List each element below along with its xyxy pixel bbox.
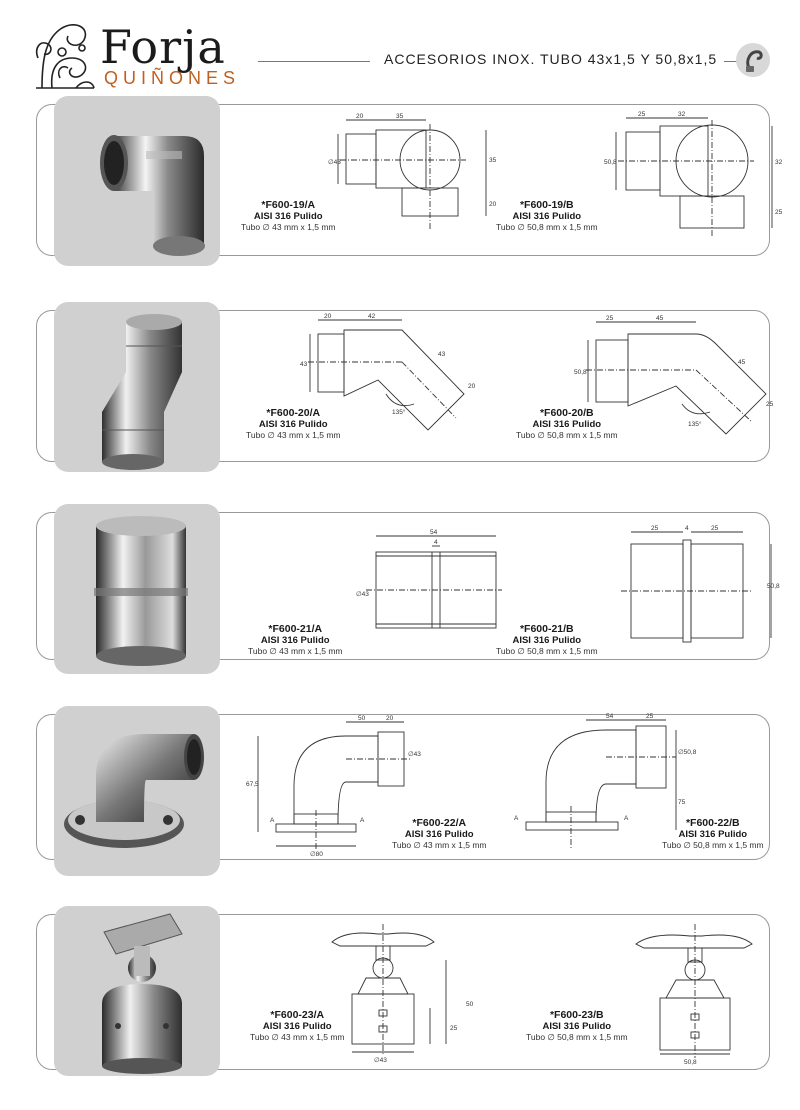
dim-label: 35 [396, 113, 404, 120]
dim-label: 4 [685, 525, 689, 532]
product-code: *F600-22/B [685, 817, 740, 829]
product-material: AISI 316 Pulido [512, 211, 582, 222]
product-tube: Tubo ∅ 43 mm x 1,5 mm [246, 430, 341, 440]
dim-label: 135° [392, 409, 406, 416]
product-code: *F600-23/A [270, 1009, 325, 1021]
dim-label: 43 [300, 361, 308, 368]
product-material: AISI 316 Pulido [512, 635, 582, 646]
dim-label: 20 [324, 313, 332, 320]
dim-label: 25 [646, 713, 654, 720]
product-photo-connector [54, 504, 220, 674]
dim-label: ∅43 [408, 751, 421, 758]
product-code: *F600-21/B [519, 623, 574, 635]
product-tube: Tubo ∅ 50,8 mm x 1,5 mm [662, 840, 764, 850]
dim-label: ∅80 [310, 851, 323, 858]
caption-f600-19b [496, 200, 598, 233]
product-tube: Tubo ∅ 50,8 mm x 1,5 mm [496, 222, 598, 232]
product-code: *F600-22/A [412, 817, 467, 829]
product-code: *F600-20/B [539, 407, 594, 419]
product-code: *F600-23/B [549, 1009, 604, 1021]
brand-name: Forja [100, 20, 226, 74]
dim-label: 32 [678, 111, 686, 118]
product-photo-wall-elbow [54, 706, 220, 876]
drawing-f600-19b [604, 108, 784, 258]
dim-label: 42 [368, 313, 376, 320]
product-tube: Tubo ∅ 43 mm x 1,5 mm [392, 840, 487, 850]
product-row-3 [36, 512, 780, 660]
caption-f600-22b [662, 818, 764, 851]
dim-label: 50 [358, 715, 366, 722]
drawing-f600-20b [556, 314, 786, 449]
dim-label: 54 [430, 529, 438, 536]
product-tube: Tubo ∅ 50,8 mm x 1,5 mm [496, 646, 598, 656]
dim-label: 20 [386, 715, 394, 722]
dim-label: 54 [606, 713, 614, 720]
dim-label: 50,8 [684, 1059, 697, 1066]
page-title: ACCESORIOS INOX. TUBO 43x1,5 Y 50,8x1,5 [384, 51, 718, 67]
dim-label: 50,8 [767, 583, 780, 590]
drawing-f600-20a [268, 314, 498, 449]
caption-f600-21b [496, 624, 598, 657]
dim-label: 50,8 [574, 369, 587, 376]
product-code: *F600-20/A [266, 407, 321, 419]
product-photo-elbow-135 [54, 302, 220, 472]
drawing-f600-21b [591, 518, 781, 653]
brand-logo [32, 18, 241, 90]
dim-label: 45 [738, 359, 746, 366]
dim-label: A [624, 815, 629, 822]
dim-label: 135° [688, 421, 702, 428]
product-code: *F600-19/A [261, 199, 316, 211]
product-tube: Tubo ∅ 43 mm x 1,5 mm [250, 1032, 345, 1042]
dim-label: 45 [656, 315, 664, 322]
dim-label: 50,8 [604, 159, 617, 166]
dim-label: 43 [438, 351, 446, 358]
caption-f600-23b [526, 1010, 628, 1043]
dim-label: 25 [775, 209, 783, 216]
dim-label: A [270, 817, 275, 824]
dim-label: 25 [766, 401, 774, 408]
drawing-f600-23a [326, 920, 476, 1070]
product-material: AISI 316 Pulido [678, 829, 748, 840]
dim-label: ∅43 [356, 591, 369, 598]
product-material: AISI 316 Pulido [258, 419, 328, 430]
dim-label: ∅43 [328, 159, 341, 166]
product-tube: Tubo ∅ 50,8 mm x 1,5 mm [526, 1032, 628, 1042]
product-tube: Tubo ∅ 50,8 mm x 1,5 mm [516, 430, 618, 440]
brand-subtitle: QUIÑONES [104, 68, 241, 88]
dim-label: 35 [489, 157, 497, 164]
caption-f600-22a [392, 818, 486, 851]
product-material: AISI 316 Pulido [404, 829, 474, 840]
handrail-fitting-icon [735, 42, 771, 78]
product-photo-swivel-support [54, 906, 220, 1076]
dim-label: ∅43 [374, 1057, 387, 1064]
dim-label: 25 [606, 315, 614, 322]
dim-label: 50 [466, 1001, 474, 1008]
dim-label: 67,5 [246, 781, 259, 788]
dim-label: 20 [356, 113, 364, 120]
header-divider [258, 61, 370, 62]
caption-f600-21a [248, 624, 342, 657]
product-tube: Tubo ∅ 43 mm x 1,5 mm [248, 646, 343, 656]
product-row-2 [36, 310, 774, 462]
dim-label: 32 [775, 159, 783, 166]
product-photo-elbow-90 [54, 96, 220, 266]
dim-label: 25 [711, 525, 719, 532]
dim-label: 25 [450, 1025, 458, 1032]
product-material: AISI 316 Pulido [532, 419, 602, 430]
product-material: AISI 316 Pulido [253, 211, 323, 222]
ornament-logo-icon [32, 18, 98, 90]
product-code: *F600-21/A [268, 623, 323, 635]
dim-label: 20 [468, 383, 476, 390]
dim-label: 20 [489, 201, 497, 208]
dim-label: A [360, 817, 365, 824]
dim-label: 75 [678, 799, 686, 806]
dim-label: 4 [434, 539, 438, 546]
dim-label: 25 [638, 111, 646, 118]
dim-label: 25 [651, 525, 659, 532]
product-row-4 [36, 714, 770, 860]
dim-label: ∅50,8 [678, 749, 697, 756]
product-row-5 [36, 914, 770, 1070]
caption-f600-19a [241, 200, 335, 233]
drawing-f600-21a [346, 524, 506, 639]
product-material: AISI 316 Pulido [542, 1021, 612, 1032]
product-material: AISI 316 Pulido [260, 635, 330, 646]
product-tube: Tubo ∅ 43 mm x 1,5 mm [241, 222, 336, 232]
product-row-1 [36, 104, 783, 256]
product-material: AISI 316 Pulido [262, 1021, 332, 1032]
drawing-f600-23b [632, 920, 782, 1070]
drawing-f600-19a [326, 110, 506, 255]
dim-label: A [514, 815, 519, 822]
product-code: *F600-19/B [519, 199, 574, 211]
